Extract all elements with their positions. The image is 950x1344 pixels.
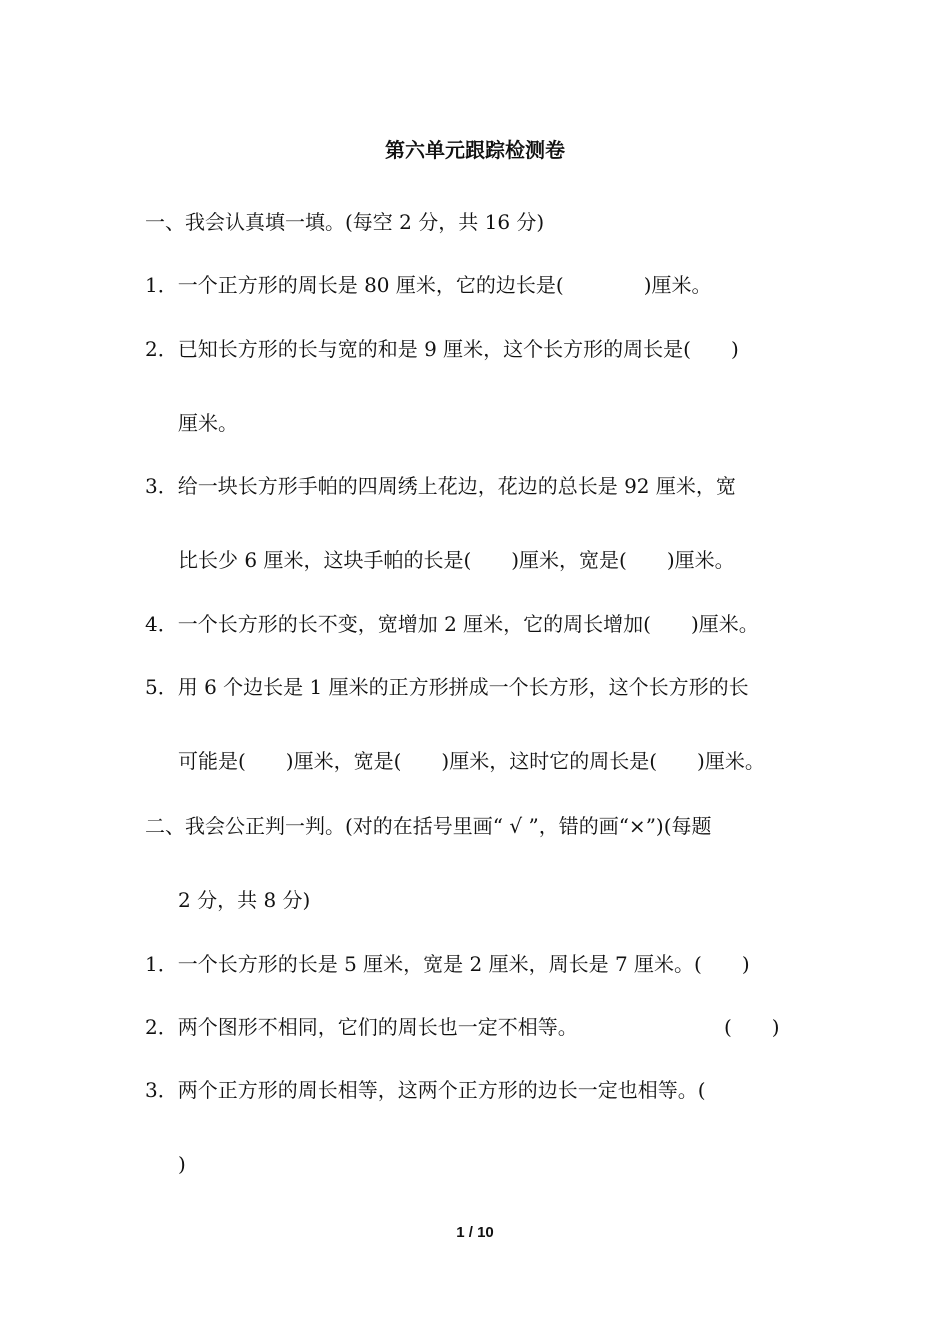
section2-heading-line1: 二、我会公正判一判。(对的在括号里画“ √ ”，错的画“×”)(每题 xyxy=(145,814,712,838)
section2-question-1: 1．一个长方形的长是 5 厘米，宽是 2 厘米，周长是 7 厘米。( ) xyxy=(145,952,750,976)
section2-question-3-line1: 3．两个正方形的周长相等，这两个正方形的边长一定也相等。( xyxy=(145,1078,706,1102)
section1-question-4: 4．一个长方形的长不变，宽增加 2 厘米，它的周长增加( )厘米。 xyxy=(145,612,759,636)
section2-question-2-answer-paren: ( ) xyxy=(724,1015,780,1039)
section2-question-2-text: 2．两个图形不相同，它们的周长也一定不相等。 xyxy=(145,1015,578,1039)
section1-question-1: 1．一个正方形的周长是 80 厘米，它的边长是( )厘米。 xyxy=(145,273,712,297)
page-title: 第六单元跟踪检测卷 xyxy=(385,138,565,162)
section1-question-3-line1: 3．给一块长方形手帕的四周绣上花边，花边的总长是 92 厘米，宽 xyxy=(145,474,736,498)
section1-question-2-line1: 2．已知长方形的长与宽的和是 9 厘米，这个长方形的周长是( ) xyxy=(145,337,739,361)
section1-question-5-line1: 5．用 6 个边长是 1 厘米的正方形拼成一个长方形，这个长方形的长 xyxy=(145,675,749,699)
section2-heading-line2: 2 分，共 8 分) xyxy=(178,888,311,912)
section1-heading: 一、我会认真填一填。(每空 2 分，共 16 分) xyxy=(145,210,545,234)
section1-question-2-line2: 厘米。 xyxy=(178,411,238,435)
section2-question-3-line2: ) xyxy=(178,1152,186,1176)
section1-question-5-line2: 可能是( )厘米，宽是( )厘米，这时它的周长是( )厘米。 xyxy=(178,749,765,773)
section1-question-3-line2: 比长少 6 厘米，这块手帕的长是( )厘米，宽是( )厘米。 xyxy=(178,548,735,572)
page-indicator: 1 / 10 xyxy=(456,1224,494,1241)
